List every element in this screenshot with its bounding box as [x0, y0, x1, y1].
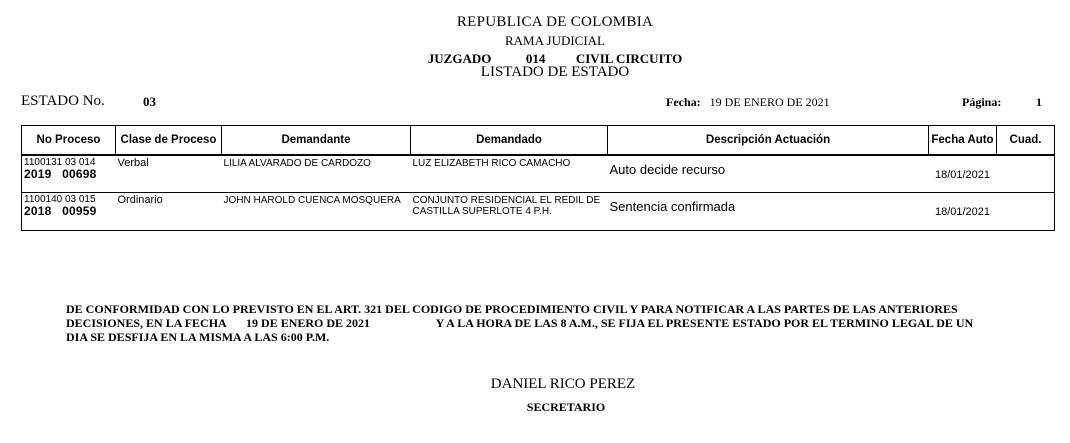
proceso-prefix: 1100140 03 015 [24, 194, 96, 205]
pagina-label: Página: [962, 95, 1002, 109]
col-demandado: Demandado [411, 126, 608, 155]
col-clase: Clase de Proceso [116, 126, 222, 155]
fecha-label: Fecha: [666, 95, 701, 109]
proceso-number: 2019 00698 [24, 166, 97, 181]
signatory-title: SECRETARIO [526, 400, 606, 414]
signatory-name: DANIEL RICO PEREZ [490, 376, 636, 392]
estado-table [21, 125, 1055, 231]
estado-value: 03 [143, 94, 156, 109]
court-number: 014 [525, 51, 546, 66]
clase-cell: Verbal [117, 156, 149, 169]
fecha-auto-cell: 18/01/2021 [934, 206, 991, 218]
table-row [22, 193, 1055, 231]
demandante-cell: JOHN HAROLD CUENCA MOSQUERA [223, 195, 401, 206]
branch-heading: RAMA JUDICIAL [504, 33, 606, 48]
country-heading: REPUBLICA DE COLOMBIA [456, 14, 654, 30]
notice-date: 19 DE ENERO DE 2021 [246, 316, 371, 330]
notice-text-2: Y A LA HORA DE LAS 8 A.M., SE FIJA EL PRESENTE ESTADO POR EL TERMINO LEGAL DE UN DIA SE DESFIJA EN LA MISMA A LAS 6:00 P.M. [66, 316, 974, 344]
proceso-prefix: 1100131 03 014 [24, 156, 96, 168]
col-no-proceso: No Proceso [22, 126, 116, 155]
demandante-cell: LILIA ALVARADO DE CARDOZO [223, 157, 371, 169]
court-label: JUZGADO [427, 51, 492, 66]
demandado-cell: CONJUNTO RESIDENCIAL EL REDIL DE CASTILLA SUPERLOTE 4 P.H. [412, 195, 601, 217]
col-descripcion: Descripción Actuación [608, 126, 929, 155]
fecha-value: 19 DE ENERO DE 2021 [709, 95, 830, 109]
proceso-cell [22, 155, 116, 193]
table-row [22, 155, 1055, 193]
legal-notice [66, 302, 986, 344]
list-title: LISTADO DE ESTADO [480, 64, 630, 80]
col-cuad: Cuad. [997, 126, 1055, 155]
fecha-field [666, 95, 830, 110]
cuad-cell [997, 193, 1055, 231]
col-demandante: Demandante [222, 126, 411, 155]
fecha-auto-cell: 18/01/2021 [934, 168, 991, 181]
court-type: CIVIL CIRCUITO [575, 51, 683, 66]
descripcion-cell: Sentencia confirmada [609, 199, 736, 214]
clase-cell: Ordinario [117, 194, 163, 206]
demandado-cell: LUZ ELIZABETH RICO CAMACHO [412, 157, 571, 169]
pagina-field [962, 95, 1042, 110]
col-fecha-auto: Fecha Auto [929, 126, 997, 155]
estado-label: ESTADO No. [21, 93, 105, 109]
proceso-cell [22, 193, 116, 231]
proceso-number: 2018 00959 [24, 204, 97, 218]
descripcion-cell: Auto decide recurso [609, 161, 726, 177]
cuad-cell [997, 155, 1055, 193]
estado-number [21, 93, 156, 110]
table-header-row [22, 126, 1055, 155]
notice-text-1: DE CONFORMIDAD CON LO PREVISTO EN EL ART. 321 DEL CODIGO DE PROCEDIMIENTO CIVIL Y PARA NOTIFICAR A LAS PARTES DE LAS ANTERIORES DECISIONES, EN LA FECHA [66, 302, 958, 330]
pagina-value: 1 [1036, 95, 1042, 109]
